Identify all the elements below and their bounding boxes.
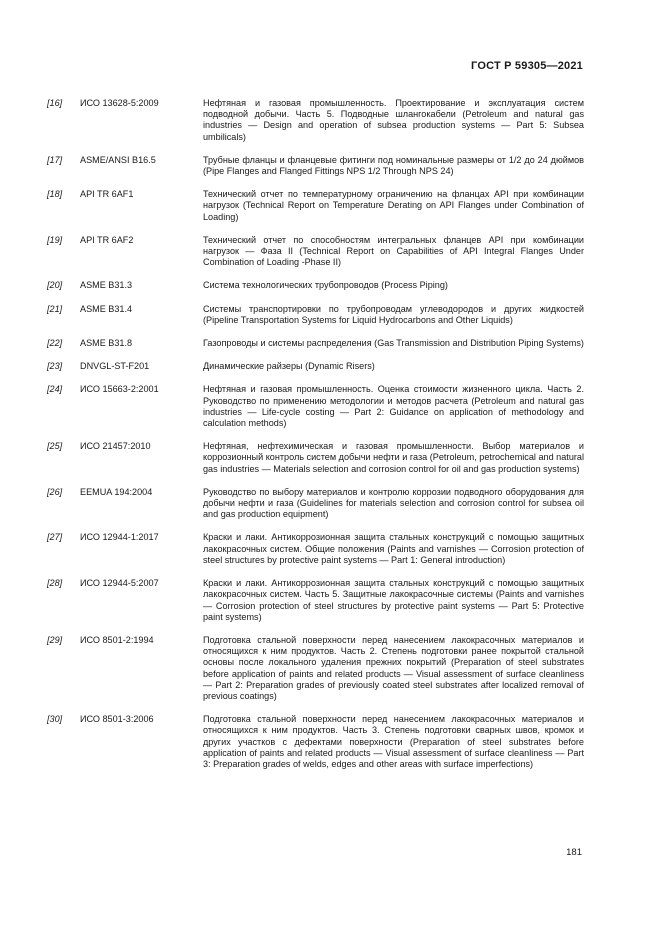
reference-number: [29]: [47, 634, 63, 645]
reference-entry: [47, 487, 584, 521]
reference-entry: [47, 532, 584, 566]
reference-code: ASME B31.4: [80, 303, 133, 314]
reference-entry: [47, 361, 584, 372]
reference-title: Системы транспортировки по трубопроводам углеводородов и других жидкостей (Pipeline Transportation Systems for Liquid Hydrocarbons and Other Liquids): [203, 303, 584, 325]
standard-designation: ГОСТ Р 59305—2021: [471, 60, 583, 72]
reference-number: [27]: [47, 532, 63, 543]
reference-entry: [47, 304, 584, 326]
reference-entry: [47, 384, 584, 429]
reference-number: [24]: [47, 384, 63, 395]
reference-number: [30]: [47, 714, 63, 725]
reference-entry: [47, 338, 584, 349]
reference-entry: [47, 280, 584, 291]
reference-title: Нефтяная, нефтехимическая и газовая промышленности. Выбор материалов и коррозионный контроль систем добычи нефти и газа (Petroleum, petrochemical and natural gas industries — Materials selection and corrosion control for oil and gas production systems): [203, 441, 584, 474]
reference-number: [20]: [47, 280, 63, 291]
reference-code: EEMUA 194:2004: [80, 486, 153, 497]
reference-title: Газопроводы и системы распределения (Gas Transmission and Distribution Piping Systems): [203, 338, 584, 349]
reference-code: ИСО 12944-5:2007: [80, 578, 159, 589]
reference-title: Нефтяная и газовая промышленность. Проектирование и эксплуатация систем подводной добычи. Часть 5. Подводные шлангокабели (Petroleum and natural gas industries — Design and operation of subsea production systems — Part 5: Subsea umbilicals): [203, 98, 584, 142]
reference-title: Динамические райзеры (Dynamic Risers): [203, 361, 375, 372]
reference-title: Руководство по выбору материалов и контролю коррозии подводного оборудования для добычи нефти и газа (Guidelines for materials selection and corrosion control for subsea oil and gas production equipment): [203, 486, 584, 520]
reference-entry: [47, 189, 584, 223]
reference-title: Трубные фланцы и фланцевые фитинги под номинальные размеры от 1/2 до 24 дюймов (Pipe Flanges and Flanged Fittings NPS 1/2 Through NPS 24): [203, 154, 584, 177]
reference-number: [25]: [47, 441, 63, 452]
reference-title: Краски и лаки. Антикоррозионная защита стальных конструкций с помощью защитных лакокрасочных систем. Часть 5. Защитные лакокрасочные системы (Paints and varnishes — Corrosion protection of steel structures by protective paint systems — Part 5: Protective paint systems): [203, 578, 584, 622]
reference-code: ИСО 15663-2:2001: [80, 384, 159, 395]
reference-title: Технический отчет по способностям интегральных фланцев API при комбинации нагрузок — Фаза II (Technical Report on Capabilities of API Integral Flanges Under Combination of Loading -Phase II): [203, 234, 584, 268]
reference-code: API TR 6AF1: [80, 189, 134, 200]
reference-code: ИСО 21457:2010: [80, 441, 151, 452]
reference-title: Подготовка стальной поверхности перед нанесением лакокрасочных материалов и относящихся к ним продуктов. Часть 3. Степень подготовки сварных швов, кромок и других участков с дефектами поверхности (Preparation of steel substrates before application of paints and related products — Visual assessment of surface cleanliness — Part 3: Preparation grades of welds, edges and other areas with surface imperfections): [203, 714, 584, 769]
reference-code: ASME B31.8: [80, 338, 133, 349]
reference-title: Нефтяная и газовая промышленность. Оценка стоимости жизненного цикла. Часть 2. Руководство по применению методологии и методов расчета (Petroleum and natural gas industries — Life-cycle costing — Part 2: Guidance on application of methodology and calculation methods): [203, 384, 584, 429]
reference-entry: [47, 635, 584, 702]
reference-entry: [47, 155, 584, 177]
reference-entry: [47, 235, 584, 269]
reference-code: ИСО 8501-2:1994: [80, 634, 154, 645]
reference-number: [28]: [47, 578, 63, 589]
page-header: [471, 60, 583, 72]
reference-code: ИСО 12944-1:2017: [80, 532, 159, 543]
reference-number: [19]: [47, 234, 63, 245]
reference-title: Подготовка стальной поверхности перед нанесением лакокрасочных материалов и относящихся к ним продуктов. Часть 2. Степень подготовки ранее покрытой стальной основы после локального удаления прежних покрытий (Preparation of steel substrates before application of paints and related products — Visual assessment of surface cleanliness — Part 2: Preparation grades of previously coated steel substrates after localized removal of previous coatings): [203, 634, 584, 701]
reference-number: [22]: [47, 338, 63, 349]
reference-code: DNVGL-ST-F201: [80, 361, 150, 372]
reference-title: Краски и лаки. Антикоррозионная защита стальных конструкций с помощью защитных лакокрасочных систем. Общие положения (Paints and varnishes — Corrosion protection of steel structures by protective paint systems — Part 1: General introduction): [203, 532, 584, 565]
bibliography-list: [47, 98, 584, 770]
reference-code: ИСО 13628-5:2009: [80, 98, 159, 108]
reference-number: [18]: [47, 189, 63, 200]
reference-entry: [47, 714, 584, 770]
page-number: 181: [566, 847, 582, 858]
reference-title: Система технологических трубопроводов (Process Piping): [203, 280, 448, 291]
reference-code: ASME B31.3: [80, 280, 133, 291]
reference-number: [26]: [47, 486, 63, 497]
reference-entry: [47, 578, 584, 623]
reference-number: [17]: [47, 154, 63, 165]
reference-number: [16]: [47, 98, 63, 108]
reference-code: ИСО 8501-3:2006: [80, 714, 154, 725]
reference-number: [23]: [47, 361, 63, 372]
reference-code: ASME/ANSI B16.5: [80, 154, 156, 165]
reference-number: [21]: [47, 303, 63, 314]
reference-title: Технический отчет по температурному ограничению на фланцах API при комбинации нагрузок (Technical Report on Temperature Derating on API Flanges under Combination of Loading): [203, 189, 584, 222]
reference-code: API TR 6AF2: [80, 234, 134, 245]
reference-entry: [47, 441, 584, 475]
reference-entry: [47, 98, 584, 143]
